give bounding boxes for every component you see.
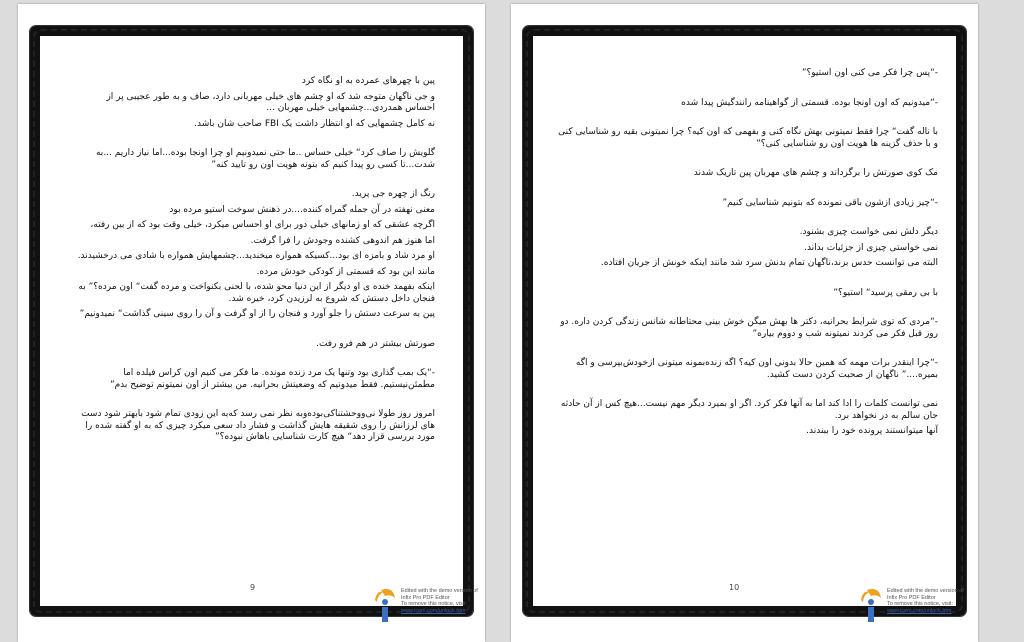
paragraph: دیگر دلش نمی خواست چیزی بشنود.	[799, 227, 938, 237]
paragraph: اینکه بفهمد خنده ی او دیگر از این دنیا محو شده، با لحنی بکنواخت و مرده گفت“ اون مرده؟” به فنجان داخل دستش که شروع به لرزیدن کرد، خیره شد.	[78, 282, 435, 304]
paragraph: گلویش را صاف کرد“ خیلی حساس ..ما حتی نمیدونیم او چرا اونجا بوده...اما نیاز داریم ...به شدت...تا کسی رو پیدا کنیم که بتونه هویت اون رو تایید کنه”	[95, 148, 435, 170]
paragraph: پین با چهرهای عمرده به او نگاه کرد	[301, 76, 435, 86]
infix-logo-icon	[859, 586, 885, 624]
page-number: 9	[250, 583, 256, 592]
paragraph: صورتش بیشتر در هم فرو رفت.	[316, 338, 435, 349]
watermark-link[interactable]: www.iceni.com/unlock.htm	[887, 607, 952, 614]
paragraph: با ناله گفت“ چرا فقط نمیتونی بهش نگاه کنی و بفهمی که اون کیه؟ چرا نمیتونی بقیه رو شناسایی کنی و با حذف گزینه ها هویت اون رو شناسایی کنی؟”	[558, 127, 938, 149]
paragraph: -“پس چرا فکر می کنی اون استیو؟”	[801, 68, 938, 78]
watermark-line: Edited with the demo version of	[401, 588, 478, 594]
document-page-9	[18, 4, 485, 642]
watermark-link[interactable]: www.iceni.com/unlock.htm	[401, 607, 466, 614]
page-text	[74, 76, 435, 448]
paragraph: مانند این بود که قسمتی از کودکی خودش مرده.	[256, 266, 435, 277]
paragraph: -“چیز زیادی ازشون باقی نمونده که بتونیم شناسایی کنیم”	[722, 197, 938, 208]
paragraph: اگرچه عشقی که او زمانهای خیلی دور برای او احساس میکرد، خیلی وقت بود که از بین رفته،	[90, 220, 435, 230]
paragraph: نمی توانست کلمات را ادا کند اما به آنها فکر کرد. اگر او بمیرد دیگر مهم نیست...هیچ کس از آن حادثه جان سالم به در نخواهد برد.	[560, 399, 938, 421]
watermark-line: Infix Pro PDF Editor	[887, 594, 936, 601]
editor-watermark	[859, 586, 979, 626]
paragraph: نه کامل چشمهایی که او انتظار داشت یک FBI صاحب شان باشد.	[194, 118, 435, 129]
paragraph: البته می توانست حدس بزند،ناگهان تمام بدنش سرد شد مانند اینکه خونش از جریان افتاده.	[600, 258, 938, 268]
editor-watermark	[373, 586, 493, 626]
paragraph: و جی ناگهان متوجه شد که او چشم های خیلی مهربانی دارد، صاف و به طور عجیبی پر از احساس همدردی...چشمهایی خیلی مهربان ...	[106, 91, 435, 113]
paragraph: با بی رمقی پرسید“ استیو؟”	[833, 287, 938, 298]
watermark-line: To remove this notice, visit:	[887, 601, 954, 607]
paragraph: رنگ از چهره جی پرید.	[351, 189, 435, 199]
paragraph: -“مردی که توی شرایط بحرانیه، دکتر ها بهش میگن خوش بینی محتاطانه شانس زندگی کردن داره. دو روز قبل فکر می کردند نمیتونه شب و دووم بیاره”	[560, 317, 938, 339]
paragraph: -“یک بمب گذاری بود وتنها یک مرد زنده مونده. ما فکر می کنیم اون کراس فیلده اما مطمئن‌نیستیم. فقط میدونیم که وضعیتش بحرانیه. من بیشتر از اون نمیتونم توضیح بدم”	[109, 368, 435, 390]
paragraph: -“میدونیم که اون اونجا بوده. قسمتی از گواهینامه رانندگیش پیدا شده	[681, 97, 938, 108]
page-number: 10	[729, 583, 740, 592]
paragraph: اما هنوز هم اندوهی کشنده وجودش را فرا گرفت.	[250, 235, 435, 246]
paragraph: -“چرا اینقدر برات مهمه که همین حالا بدونی اون کیه؟ اگه زنده‌بمونه میتونی ازخودش‌بپرسی و اگه بمیره....” ناگهان از صحبت کردن دست کشید.	[575, 358, 938, 380]
page-text	[551, 68, 938, 442]
watermark-line: Edited with the demo version of	[887, 588, 964, 594]
infix-logo-icon	[373, 586, 399, 624]
paragraph: او مرد شاد و بامزه ای بود...کسیکه همواره میخندید...چشمهایش همواره با شادی می درخشیدند.	[77, 251, 435, 261]
paragraph: امروز روز طولا نی‌ووحشتناکی‌بودەوبه نظر نمی رسد کەبه این زودی تمام شود بابهتر شود دست های لرزانش را روی شقیقه هایش گذاشت و فشار داد سعی میکرد چیزی که به او گفته شده را مورد بررسی قرار دهد“ هیچ کارت شناسایی باهاش نبوده؟”	[81, 409, 435, 442]
paragraph: مک کوی صورتش را برگرداند و چشم های مهربان پین تاریک شدند	[693, 168, 938, 178]
paragraph: آنها میتوانستند پرونده خود را ببندند.	[806, 426, 938, 436]
watermark-line: Infix Pro PDF Editor	[401, 594, 450, 601]
document-page-10	[511, 4, 978, 642]
paragraph: معنی نهفته در آن جمله گمراه کننده....در ذهنش سوخت استیو مرده بود	[169, 204, 435, 215]
paragraph: نمی خواستی چیزی از جزئیات بداند.	[804, 242, 938, 253]
paragraph: پین به سرعت دستش را جلو آورد و فنجان را از او گرفت و آن را روی سینی گذاشت“ نمیدونیم”	[79, 309, 435, 319]
watermark-line: To remove this notice, visit:	[401, 601, 468, 607]
